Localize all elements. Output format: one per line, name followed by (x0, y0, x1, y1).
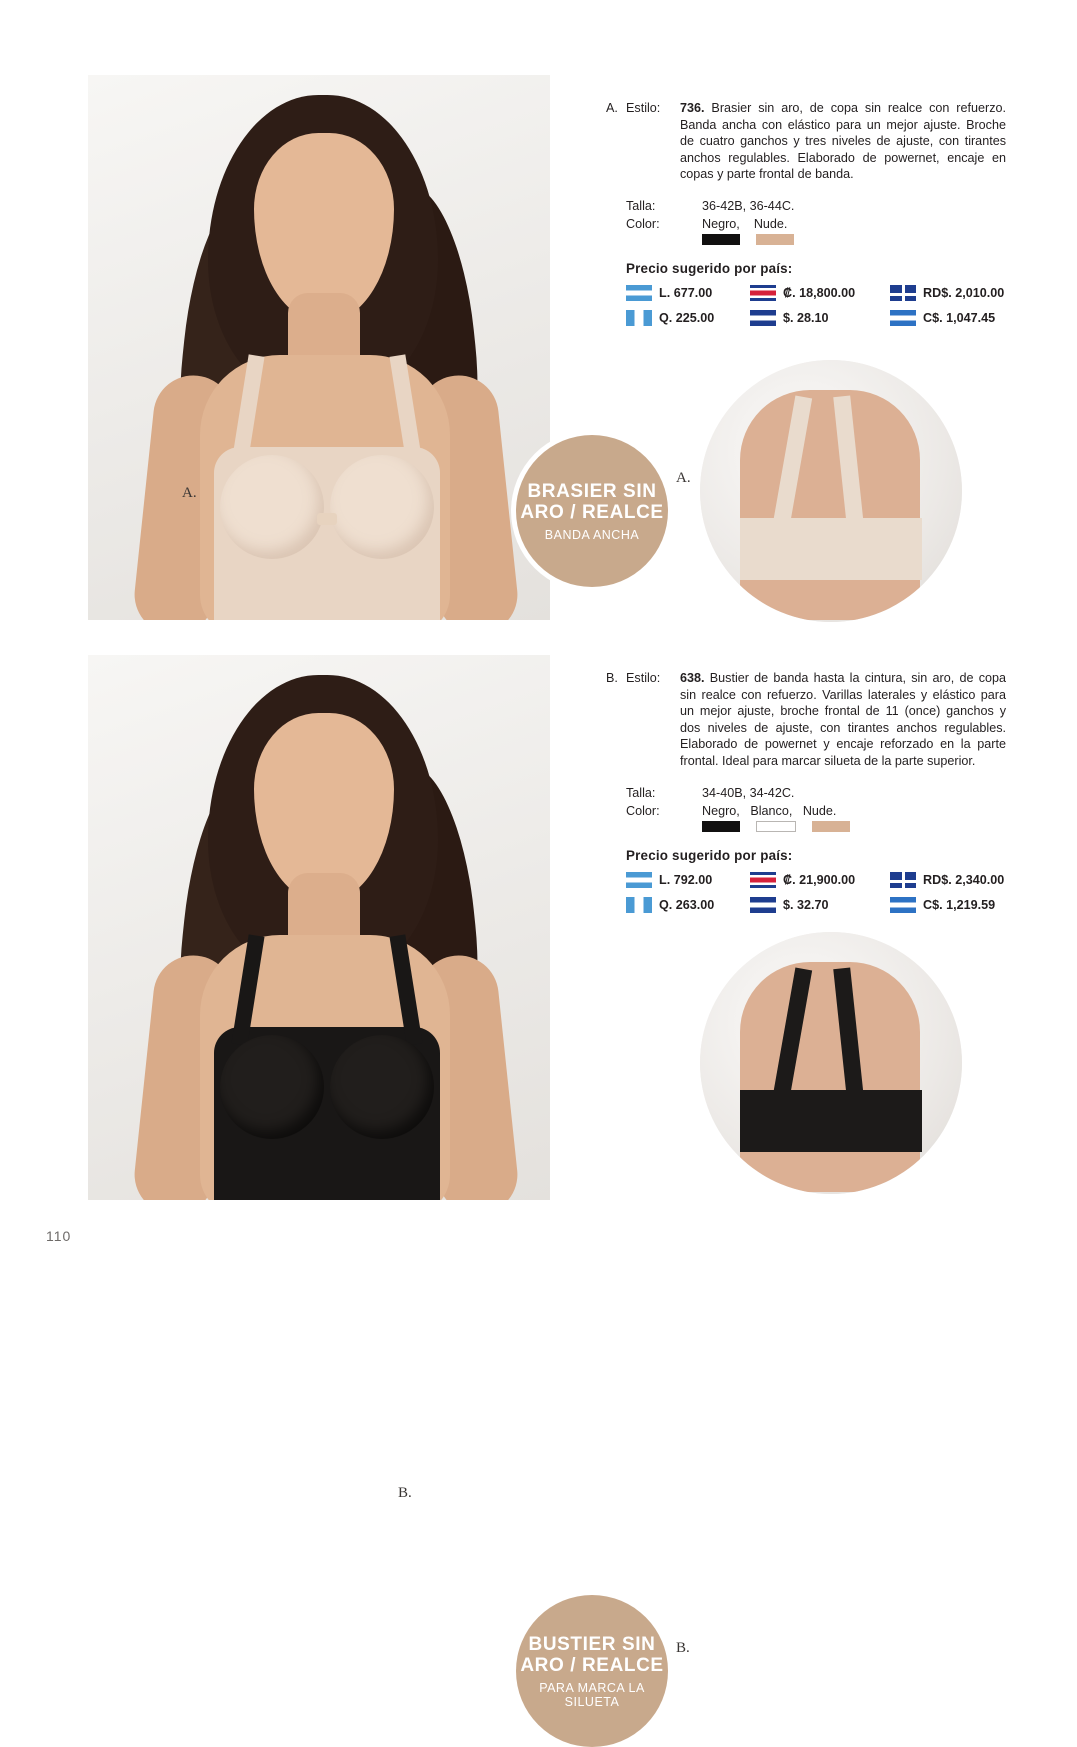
style-number: 736. (680, 101, 705, 115)
price-guatemala (626, 310, 750, 326)
talla-line (626, 197, 1006, 215)
nicaragua-flag-icon (890, 897, 916, 913)
el-salvador-flag-icon (750, 310, 776, 326)
model-illustration (88, 655, 550, 1200)
price-value: Q. 263.00 (659, 897, 715, 912)
color-swatches (702, 234, 1006, 245)
price-el-salvador (750, 897, 890, 913)
description-body: Brasier sin aro, de copa sin realce con refuerzo. Banda ancha con elástico para un mejor ajuste. Broche de cuatro ganchos y tres niveles de ajuste, con tirantes anchos regulables. Elaborado de powernet, encaje en copas y parte frontal de banda. (680, 101, 1007, 182)
price-value: RD$. 2,010.00 (923, 285, 1005, 300)
badge-title: BUSTIER SIN ARO / REALCE (520, 1633, 664, 1676)
price-title: Precio sugerido por país: (626, 847, 793, 863)
photo-marker-a: A. (182, 485, 197, 501)
price-value: L. 792.00 (659, 872, 713, 887)
costa-rica-flag-icon (750, 872, 776, 888)
color-label: Color: (626, 803, 660, 818)
honduras-flag-icon (626, 285, 652, 301)
nicaragua-flag-icon (890, 310, 916, 326)
badge-bustier-sin-aro (516, 1595, 668, 1747)
republica-dominicana-flag-icon (890, 872, 916, 888)
estilo-label: Estilo: (626, 101, 661, 115)
product-b-spec (626, 784, 1006, 832)
price-costa-rica (750, 872, 890, 888)
product-a-description-row (606, 100, 1006, 183)
color-values (702, 802, 1006, 820)
color-values (702, 215, 1006, 233)
price-value: L. 677.00 (659, 285, 713, 300)
product-a-text-column (606, 100, 1006, 326)
detail-photo-marker-b: B. (676, 1640, 690, 1656)
el-salvador-flag-icon (750, 897, 776, 913)
badge-brasier-sin-aro (516, 435, 668, 587)
price-title: Precio sugerido por país: (626, 260, 793, 276)
price-value: Q. 225.00 (659, 310, 715, 325)
swatch-nude (756, 234, 794, 245)
swatch-blanco (756, 821, 796, 832)
price-nicaragua (890, 897, 1030, 913)
color-name-1: Nude. (753, 216, 788, 231)
photo-marker-b: B. (398, 1485, 412, 1501)
price-el-salvador (750, 310, 890, 326)
page-number: 110 (46, 1228, 72, 1244)
product-b-main-photo (88, 655, 550, 1200)
guatemala-flag-icon (626, 897, 652, 913)
price-costa-rica (750, 285, 890, 301)
price-value: C$. 1,219.59 (923, 897, 996, 912)
badge-title: BRASIER SIN ARO / REALCE (520, 480, 664, 523)
product-letter: B. (606, 671, 618, 685)
price-republica-dominicana (890, 285, 1030, 301)
product-b-detail-photo (700, 932, 962, 1194)
model-illustration (88, 75, 550, 620)
product-a-spec (626, 197, 1006, 245)
price-republica-dominicana (890, 872, 1030, 888)
description-body: Bustier de banda hasta la cintura, sin aro, de copa sin realce con refuerzo. Varillas laterales y elástico para un mejor ajuste, broche frontal de 11 (once) ganchos y dos niveles de ajuste, con tirantes anchos regulables. Elaborado de powernet y encaje reforzado en la parte frontal. Ideal para marcar silueta de la parte superior. (680, 671, 1007, 768)
talla-value: 34-40B, 34-42C. (702, 785, 795, 800)
price-guatemala (626, 897, 750, 913)
badge-subtitle: BANDA ANCHA (544, 527, 640, 542)
color-label: Color: (626, 216, 660, 231)
product-b-text-column (606, 670, 1006, 913)
price-grid-a (626, 285, 1006, 326)
price-value: $. 32.70 (783, 897, 829, 912)
talla-value: 36-42B, 36-44C. (702, 198, 795, 213)
guatemala-flag-icon (626, 310, 652, 326)
badge-subtitle: PARA MARCA LA SILUETA (539, 1680, 645, 1709)
estilo-label: Estilo: (626, 671, 661, 685)
honduras-flag-icon (626, 872, 652, 888)
product-b-description-row (606, 670, 1006, 770)
republica-dominicana-flag-icon (890, 285, 916, 301)
price-nicaragua (890, 310, 1030, 326)
color-name-2: Nude. (802, 803, 837, 818)
color-name-0: Negro, (702, 803, 740, 818)
talla-label: Talla: (626, 785, 656, 800)
price-honduras (626, 872, 750, 888)
price-value: $. 28.10 (783, 310, 829, 325)
detail-photo-marker-a: A. (676, 470, 691, 486)
product-a-detail-photo (700, 360, 962, 622)
price-value: ₡. 21,900.00 (783, 872, 856, 887)
price-value: RD$. 2,340.00 (923, 872, 1005, 887)
talla-label: Talla: (626, 198, 656, 213)
price-grid-b (626, 872, 1006, 913)
color-name-1: Blanco, (750, 803, 793, 818)
product-a-main-photo (88, 75, 550, 620)
swatch-negro (702, 234, 740, 245)
costa-rica-flag-icon (750, 285, 776, 301)
talla-line (626, 784, 1006, 802)
color-line (626, 802, 1006, 820)
style-number: 638. (680, 671, 705, 685)
swatch-nude (812, 821, 850, 832)
price-honduras (626, 285, 750, 301)
price-value: ₡. 18,800.00 (783, 285, 856, 300)
swatch-negro (702, 821, 740, 832)
description-text (680, 100, 1006, 183)
description-text (680, 670, 1006, 770)
color-line (626, 215, 1006, 233)
product-letter: A. (606, 101, 618, 115)
color-name-0: Negro, (702, 216, 740, 231)
price-value: C$. 1,047.45 (923, 310, 996, 325)
color-swatches (702, 821, 1006, 832)
